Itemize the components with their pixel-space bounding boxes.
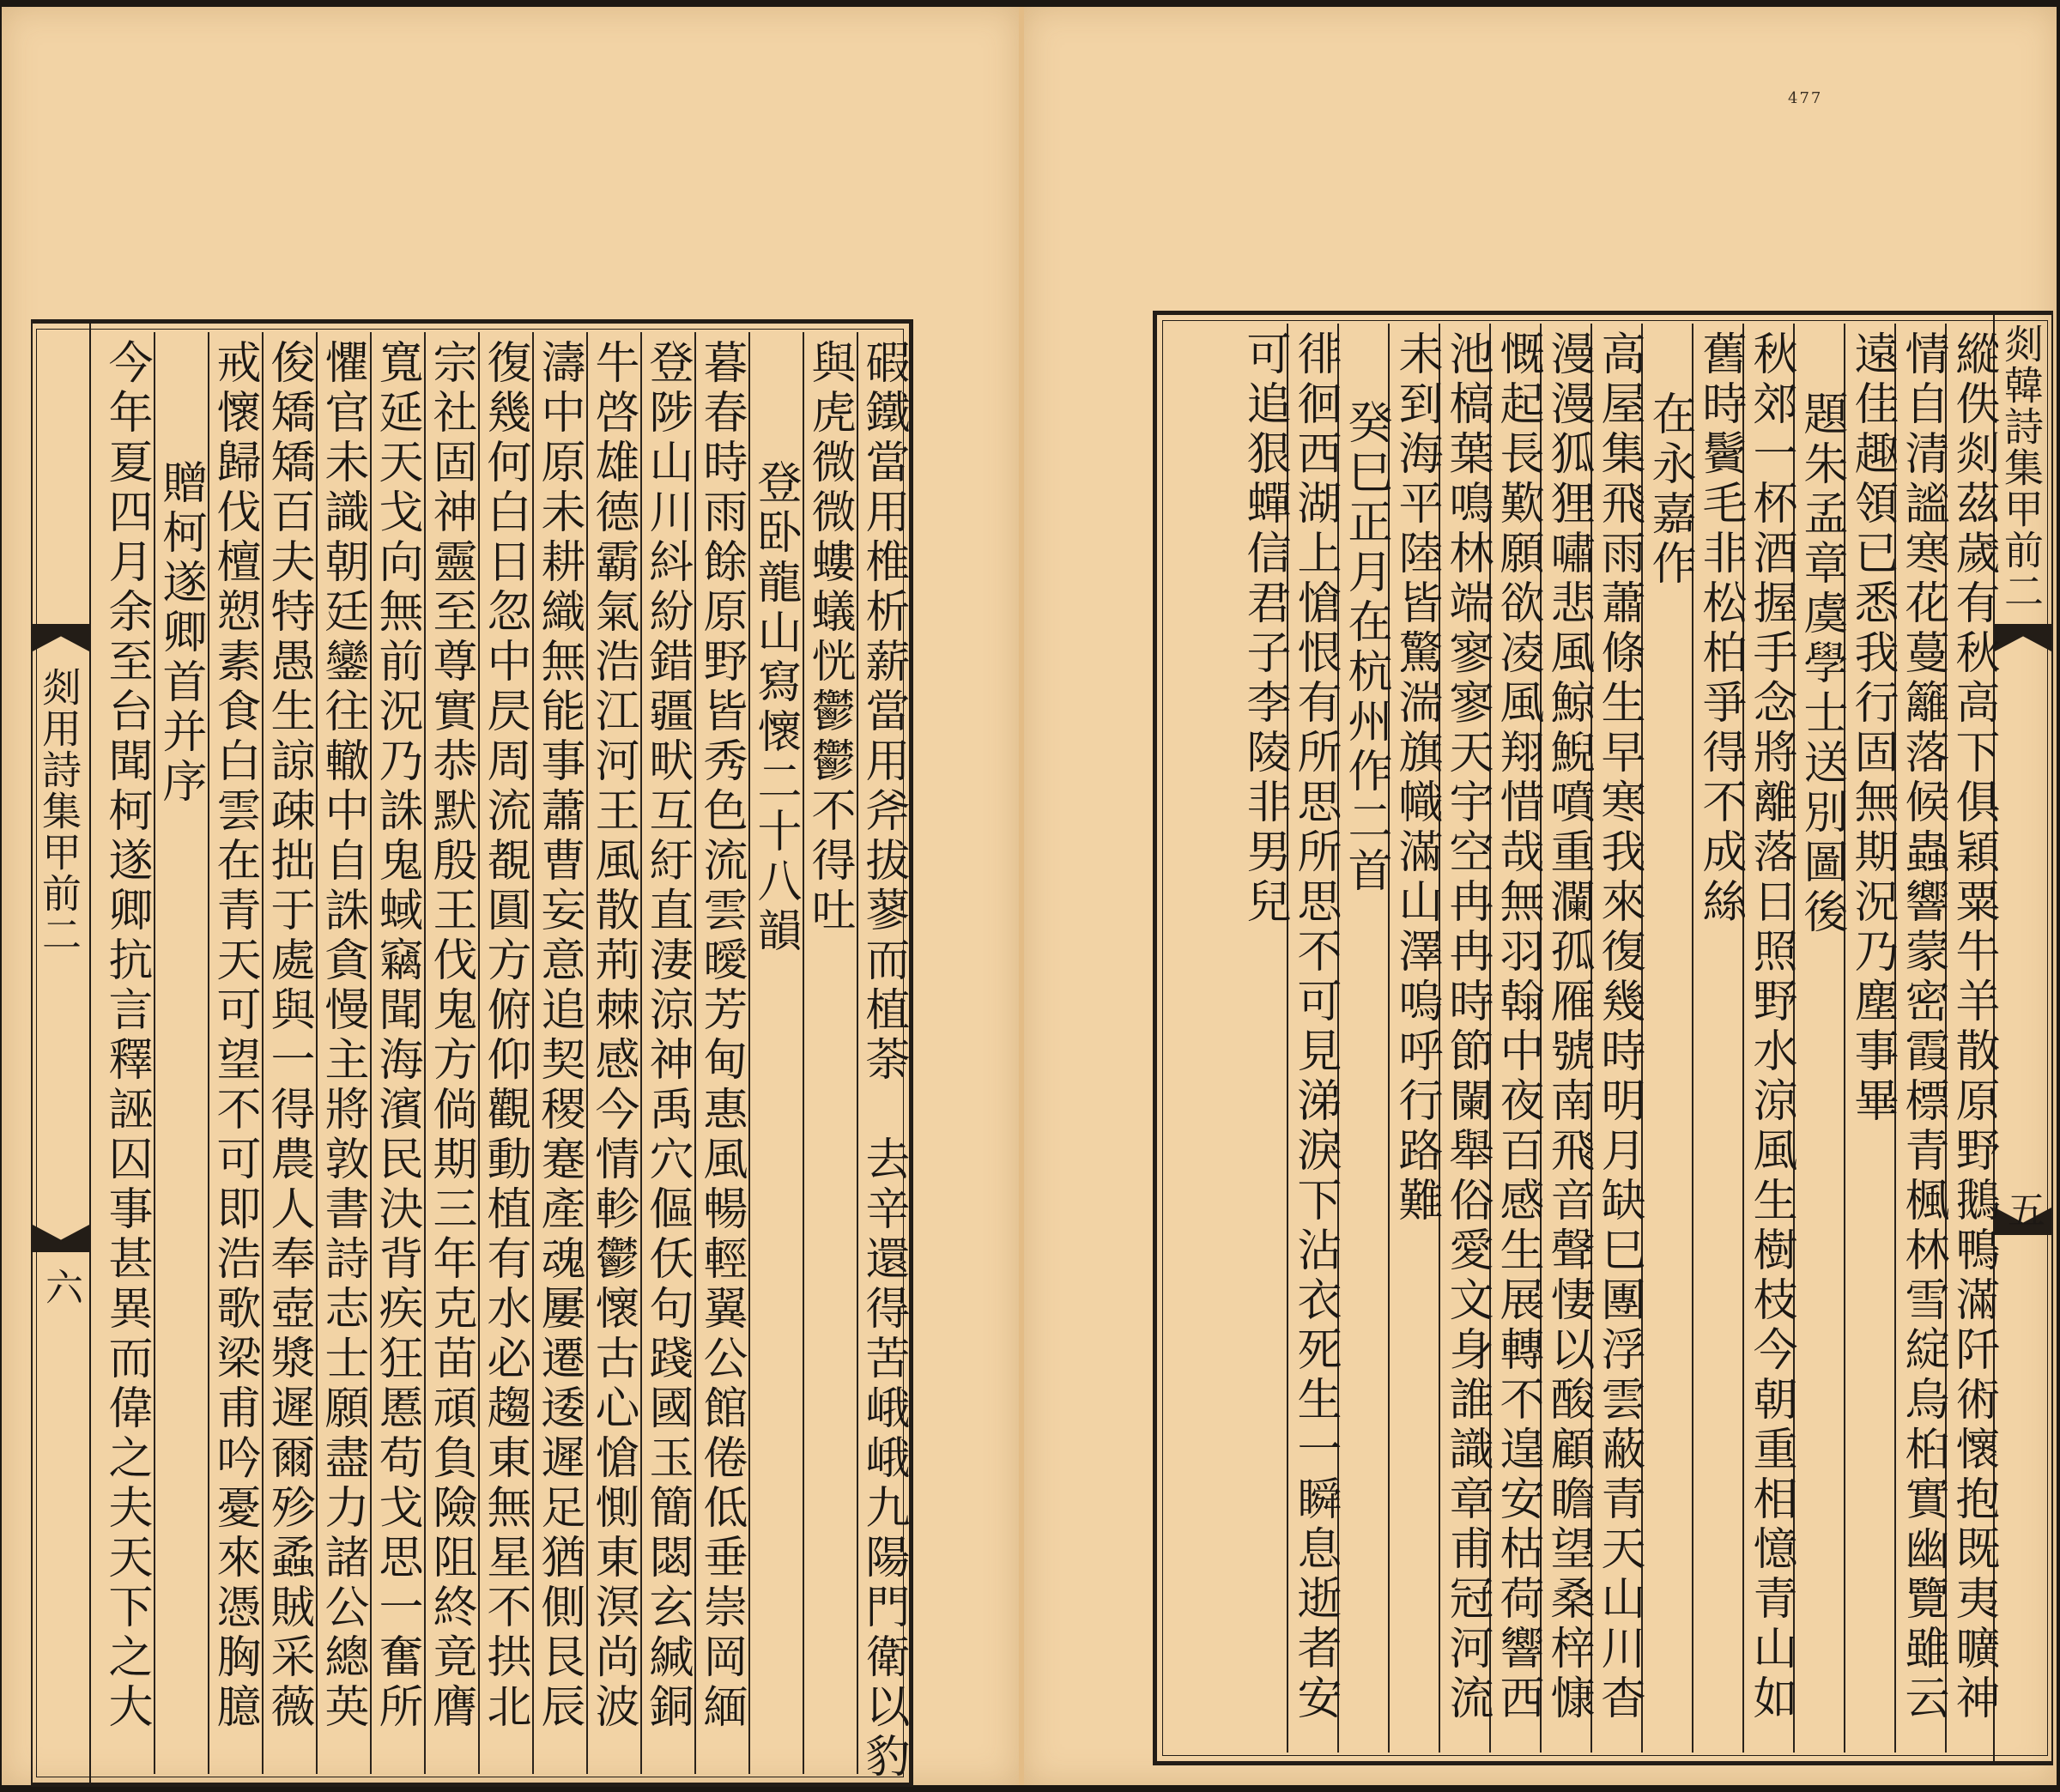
left-center-block	[31, 324, 91, 1783]
column-rule	[1641, 324, 1643, 1753]
text-column: 今年夏四月余至台聞柯遂卿抗言釋誣囚事甚異而偉之夫天下之大	[100, 339, 152, 1733]
right-page-number: 五	[2001, 1190, 2045, 1228]
text-column: 俊矯矯百夫特愚生諒疎拙于處與一得農人奉壺漿遲爾殄蟊賊采薇	[263, 339, 314, 1733]
column-rule	[586, 332, 588, 1774]
text-column: 在永嘉作	[1644, 390, 1695, 590]
text-column: 漫漫狐狸嘯悲風鯨鯢噴重瀾孤雁號南飛音聲悽以酸顧瞻望桑梓慷	[1542, 330, 1594, 1724]
text-column: 與虎微微螻蟻恍鬱鬱不得吐	[803, 339, 855, 936]
text-column: 舊時鬢毛非松柏爭得不成絲	[1694, 330, 1746, 928]
text-column: 戒懷歸伐檀愬素食白雲在青天可望不可即浩歌梁甫吟憂來憑胸臆	[209, 339, 260, 1733]
column-rule	[1692, 324, 1693, 1753]
column-rule	[316, 332, 318, 1774]
column-rule	[694, 332, 696, 1774]
column-rule	[1337, 324, 1339, 1753]
left-text-frame	[31, 319, 913, 1787]
text-column: 池槁葉鳴林端寥寥天宇空冉冉時節闌舉俗愛文身誰識章甫冠河流	[1441, 330, 1493, 1724]
column-rule	[1388, 324, 1390, 1753]
right-center-title: 剡韓詩集甲前二	[1998, 324, 2045, 612]
lower-fishtail-mark	[33, 1225, 89, 1252]
text-column: 未到海平陸皆驚湍旗幟滿山澤嗚呼行路難	[1390, 330, 1442, 1226]
lower-fishtail-mark	[1995, 1208, 2051, 1235]
text-column: 贈柯遂卿首并序	[154, 459, 206, 808]
text-column: 徘徊西湖上愴恨有所思所思不可見涕淚下沾衣死生一瞬息逝者安	[1289, 330, 1341, 1724]
text-column: 可追狠蟬信君子李陵非男兒	[1239, 330, 1290, 928]
column-rule	[857, 332, 858, 1774]
text-column: 暮春時雨餘原野皆秀色流雲曖芳甸惠風暢輕翼公館倦低垂崇岡緬	[695, 339, 747, 1733]
right-center-block	[1993, 315, 2053, 1761]
column-rule	[1540, 324, 1542, 1753]
text-column: 牛啓雄德霸氣浩江河王風散荊棘感今情軫鬱懷古心愴惻東溟尚波	[587, 339, 639, 1733]
text-column: 遠佳趣領已悉我行固無期況乃塵事畢	[1846, 330, 1898, 1127]
text-column: 情自清謐寒花蔓籬落候蟲響蒙密霞標青楓林雪綻烏桕實幽覽雖云	[1897, 330, 1948, 1724]
column-rule	[424, 332, 426, 1774]
upper-fishtail-mark	[33, 624, 89, 651]
text-column: 癸巳正月在杭州作二首	[1340, 399, 1391, 897]
text-column: 慨起長歎願欲凌風翔惜哉無羽翰中夜百感生展轉不遑安枯荷響西	[1492, 330, 1543, 1724]
text-column: 懼官未識朝廷鑾往轍中自誅貪慢主將敦書詩志士願盡力諸公總英	[317, 339, 368, 1733]
text-column: 秋郊一杯酒握手念將離落日照野水涼風生樹枝今朝重相憶青山如	[1745, 330, 1796, 1724]
text-column: 題朱孟章虞學士送別圖後	[1796, 390, 1847, 938]
column-rule	[1590, 324, 1592, 1753]
column-rule	[262, 332, 264, 1774]
column-rule	[748, 332, 750, 1774]
margin-note: 477	[1788, 89, 1823, 107]
left-page-number: 六	[39, 1268, 82, 1305]
column-rule	[640, 332, 642, 1774]
text-column: 碬鐵當用椎析薪當用斧拔蓼而植荼 去辛還得苦峨峨九陽門衛以豹	[857, 339, 909, 1783]
text-column: 濤中原未耕織無能事蕭曹妄意追契稷蹇產魂屢遷逶遲足猶側艮辰	[533, 339, 585, 1733]
left-center-title: 剡用詩集甲前二	[36, 667, 82, 955]
text-column: 宗社固神靈至尊實恭默殷王伐鬼方倘期三年克苗頑負險阻終竟膺	[425, 339, 476, 1733]
column-rule	[478, 332, 480, 1774]
column-rule	[1742, 324, 1744, 1753]
right-text-frame	[1153, 311, 2053, 1765]
column-rule	[532, 332, 534, 1774]
upper-fishtail-mark	[1995, 624, 2051, 651]
column-rule	[1439, 324, 1440, 1753]
column-rule	[1287, 324, 1288, 1753]
text-column: 縱佚剡茲歲有秋高下俱穎粟牛羊散原野鵝鴨滿阡術懷抱既夷曠神	[1948, 330, 1999, 1724]
column-rule	[1844, 324, 1845, 1753]
column-rule	[208, 332, 209, 1774]
column-rule	[154, 332, 155, 1774]
column-rule	[370, 332, 372, 1774]
column-rule	[1945, 324, 1947, 1753]
text-column: 寬延天戈向無前況乃誅鬼蜮竊聞海濱民決背疾狂慝苟戈思一奮所	[371, 339, 422, 1733]
text-column: 登陟山川紏紛錯疆畎互紆直淒涼神禹穴傴仸句踐國玉簡閟玄緘銅	[641, 339, 693, 1733]
text-column: 復幾何白日忽中昃周流覩圓方俯仰觀動植有水必趨東無星不拱北	[479, 339, 530, 1733]
column-rule	[1489, 324, 1491, 1753]
column-rule	[803, 332, 804, 1774]
column-rule	[1793, 324, 1795, 1753]
text-column: 登卧龍山寫懷二十八韻	[749, 459, 801, 957]
column-rule	[1894, 324, 1896, 1753]
text-column: 高屋集飛雨蕭條生早寒我來復幾時明月缺巳團浮雲蔽青天山川杳	[1593, 330, 1645, 1724]
